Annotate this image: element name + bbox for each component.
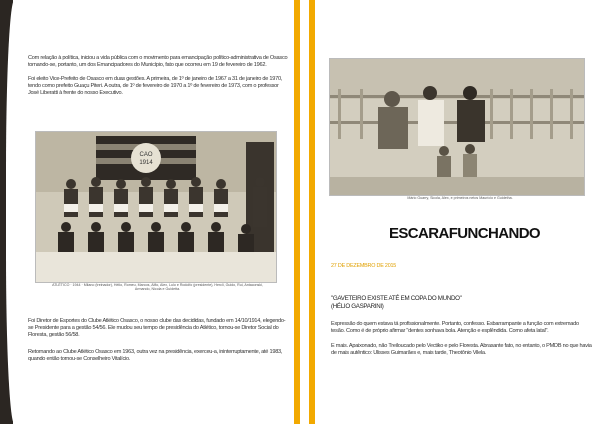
article-paragraph-2: E mais. Apaixonado, não Treiloucado pelo Vectiko e pelo Floresta. Abrasante fato, no entanto, o PMDB no que havia de mais autêntico: Ulisses Guimarães e, mais tarde, Theotônio Vilela.: [331, 343, 592, 357]
svg-text:CAO: CAO: [139, 152, 153, 158]
family-photo-caption: Mário Guarry, Sicola, Alex, e primeiros netos Maurício e Guidetha.: [407, 196, 513, 200]
article-subtitle-line-1: "GAVETEIRO EXISTE ATÉ EM COPA DO MUNDO": [331, 295, 462, 302]
team-photo-image: [36, 132, 276, 282]
paragraph-4: Retornando ao Clube Atlético Osasco em 1963, outra vez na presidência, exerceu-a, ininterruptamente, até 1983, quando então tornou-se Conselheiro Vitalício.: [28, 349, 283, 363]
right-page: [315, 0, 600, 424]
article-subtitle-line-2: (HÉLIO GASPARINI): [331, 303, 384, 310]
intro-paragraph-1: Com relação à política, iniciou a vida pública com o movimento para emancipação político-administrativa de Osasco tornando-se, portanto, um dos Emancipadores do Município, fato que ocorreu em 19 de fevereiro de 1962.: [28, 55, 288, 69]
team-photo-caption: ATLÉTICO · 1944 · Milano (treinador), Hélio, Romeu, Marcos, Alfio, Alex, Lulo e Rodolfo (presidente), Hercli, Guido, Rui, Antaconski, Armando, Nicola e Guidetta.: [52, 283, 263, 292]
family-photo-image: [330, 59, 584, 195]
intro-paragraph-2: Foi eleito Vice-Prefeito de Osasco em duas gestões. A primeira, de 1º de janeiro de 1967 a 31 de janeiro de 1970, tendo como prefeito Guaçu Piteri. A outra, de 1º de fevereiro de 1970 a 1º de fevereiro de 1973, com o professor José Liberatti à frente do nosso Executivo.: [28, 76, 283, 97]
spine-gap: [300, 0, 309, 424]
svg-text:1914: 1914: [139, 160, 153, 166]
left-page: [20, 0, 294, 424]
article-paragraph-1: Expressão do quem estava tá profissionalmente. Portanto, confesso. Esbarrampante a função com extremado tesão. Como é de próprio afirmar "dentes sonhava bola. Atenção e esplêndida. Como afeta latal".: [331, 321, 579, 335]
page-curl: [6, 0, 20, 424]
paragraph-3: Foi Diretor de Esportes do Clube Atlético Osasco, o nosso clube das decididas, fundado em 14/10/1914, elegendo-se Presidente para a gestão 54/56. Ele mudou seu tempo de presidência do Atlético, tornou-se Diretor Social do Floresta, gestão 56/58.: [28, 318, 286, 339]
section-heading: ESCARAFUNCHANDO: [389, 225, 540, 242]
team-photo: [35, 131, 277, 283]
family-photo: [329, 58, 585, 196]
article-date: 27 DE DEZEMBRO DE 2015: [331, 263, 397, 269]
